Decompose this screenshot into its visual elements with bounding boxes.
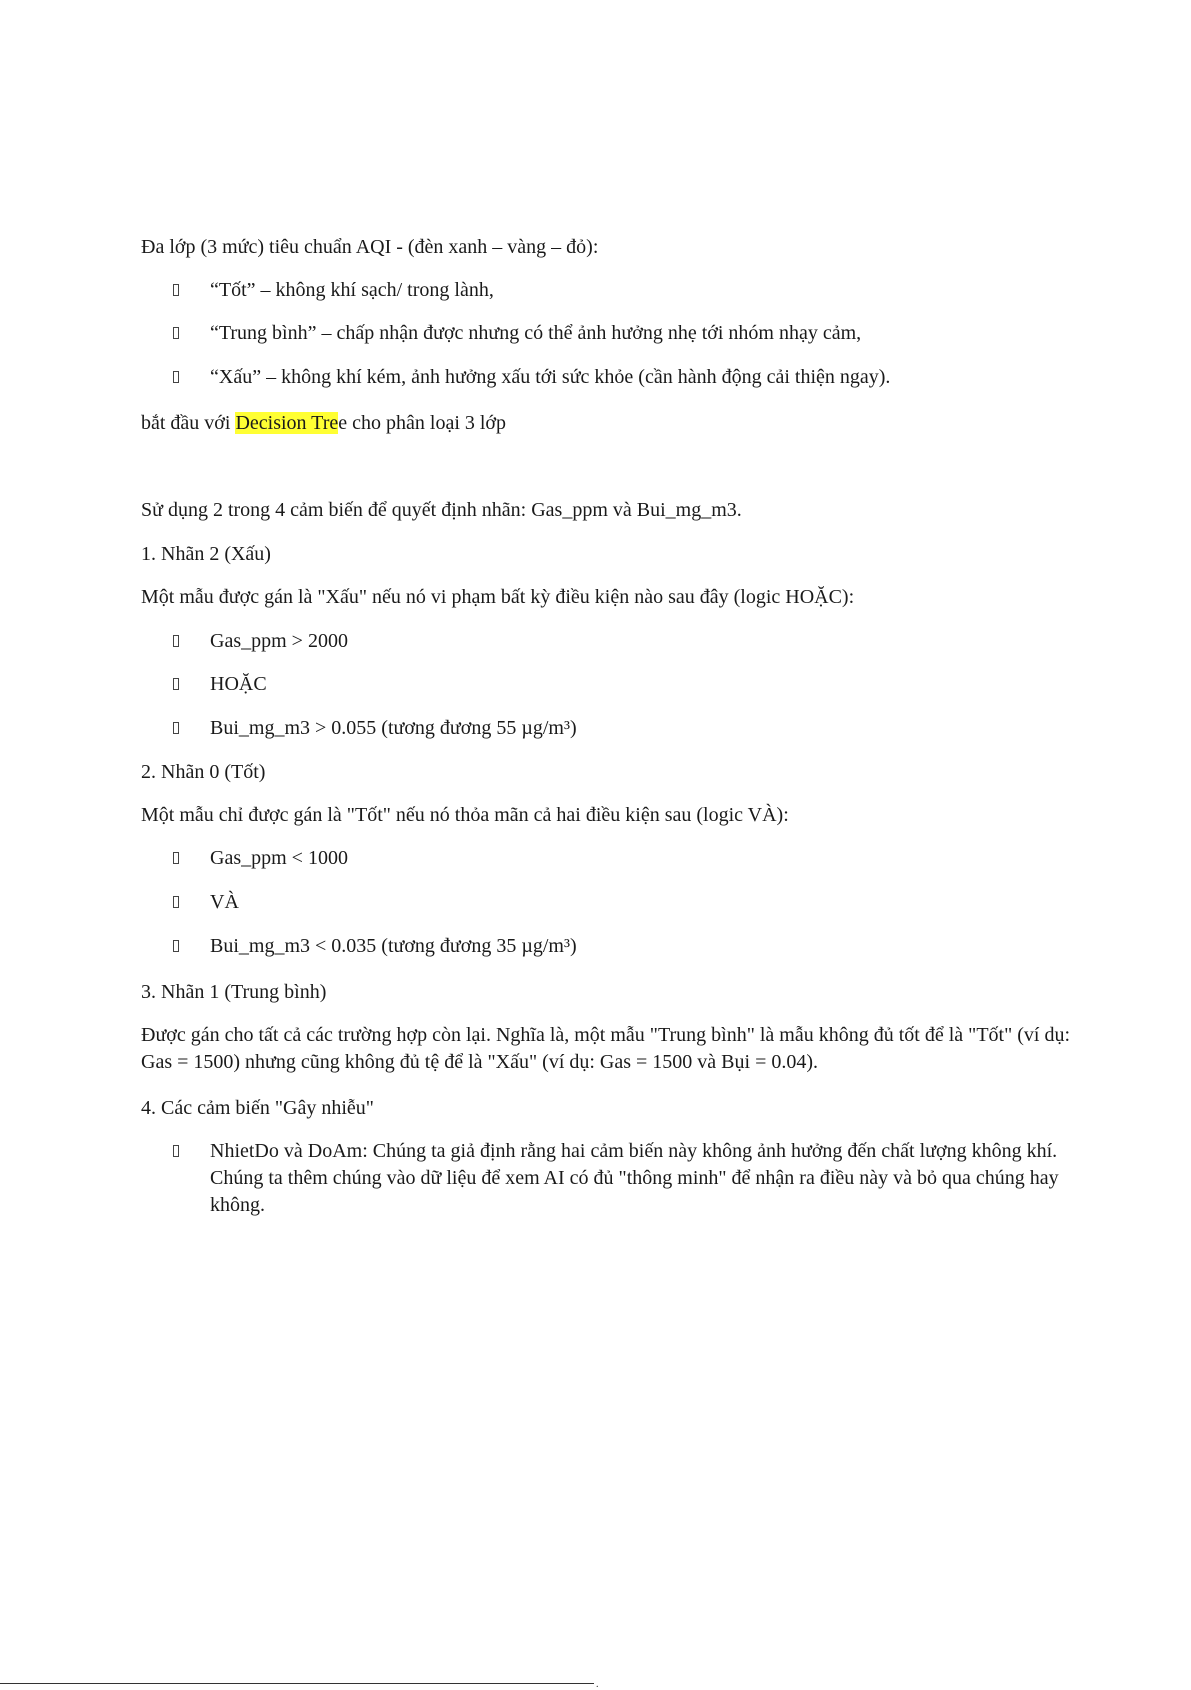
- start-suffix: e cho phân loại 3 lớp: [338, 412, 507, 434]
- bullet-icon: [173, 371, 179, 383]
- bullet-icon: [173, 1145, 179, 1157]
- condition-text: HOẶC: [210, 673, 267, 695]
- bullet-icon: [173, 896, 179, 908]
- level-text: “Trung bình” – chấp nhận được nhưng có thể ảnh hưởng nhẹ tới nhóm nhạy cảm,: [210, 322, 862, 344]
- label0-heading: 2. Nhãn 0 (Tốt): [141, 761, 266, 783]
- bullet-icon: [173, 940, 179, 952]
- footer-mark: .: [596, 1679, 599, 1690]
- condition-text: Gas_ppm < 1000: [210, 847, 348, 869]
- bullet-icon: [173, 852, 179, 864]
- label1-desc: Được gán cho tất cả các trường hợp còn lại. Nghĩa là, một mẫu "Trung bình" là mẫu không đủ tốt để là "Tốt" (ví dụ: Gas = 1500) nhưng cũng không đủ tệ để là "Xấu" (ví dụ: Gas = 1500 và Bụi = 0.04).: [141, 1024, 1071, 1073]
- footer-rule: [0, 1683, 594, 1684]
- label2-desc: Một mẫu được gán là "Xấu" nếu nó vi phạm bất kỳ điều kiện nào sau đây (logic HOẶC):: [141, 586, 855, 608]
- start-line: [141, 410, 506, 437]
- noise-text: NhietDo và DoAm: Chúng ta giả định rằng hai cảm biến này không ảnh hưởng đến chất lượng không khí. Chúng ta thêm chúng vào dữ liệu để xem AI có đủ "thông minh" để nhận ra điều này và bỏ qua chúng hay không.: [210, 1140, 1059, 1216]
- bullet-icon: [173, 678, 179, 690]
- bullet-icon: [173, 284, 179, 296]
- level-text: “Tốt” – không khí sạch/ trong lành,: [210, 279, 494, 301]
- level-text: “Xấu” – không khí kém, ảnh hưởng xấu tới sức khỏe (cần hành động cải thiện ngay).: [210, 366, 891, 388]
- bullet-icon: [173, 722, 179, 734]
- noise-heading: 4. Các cảm biến "Gây nhiễu": [141, 1097, 374, 1119]
- intro-line: Đa lớp (3 mức) tiêu chuẩn AQI - (đèn xanh – vàng – đỏ):: [141, 236, 599, 258]
- label2-heading: 1. Nhãn 2 (Xấu): [141, 543, 271, 565]
- sensors-line: Sử dụng 2 trong 4 cảm biến để quyết định nhãn: Gas_ppm và Bui_mg_m3.: [141, 499, 742, 521]
- highlighted-text: Decision Tre: [235, 412, 339, 434]
- condition-text: VÀ: [210, 891, 239, 913]
- label0-desc: Một mẫu chỉ được gán là "Tốt" nếu nó thỏa mãn cả hai điều kiện sau (logic VÀ):: [141, 804, 789, 826]
- condition-text: Bui_mg_m3 < 0.035 (tương đương 35 µg/m³): [210, 935, 577, 957]
- condition-text: Gas_ppm > 2000: [210, 630, 348, 652]
- bullet-icon: [173, 635, 179, 647]
- bullet-icon: [173, 327, 179, 339]
- condition-text: Bui_mg_m3 > 0.055 (tương đương 55 µg/m³): [210, 717, 577, 739]
- start-prefix: bắt đầu với: [141, 412, 236, 434]
- label1-heading: 3. Nhãn 1 (Trung bình): [141, 981, 327, 1003]
